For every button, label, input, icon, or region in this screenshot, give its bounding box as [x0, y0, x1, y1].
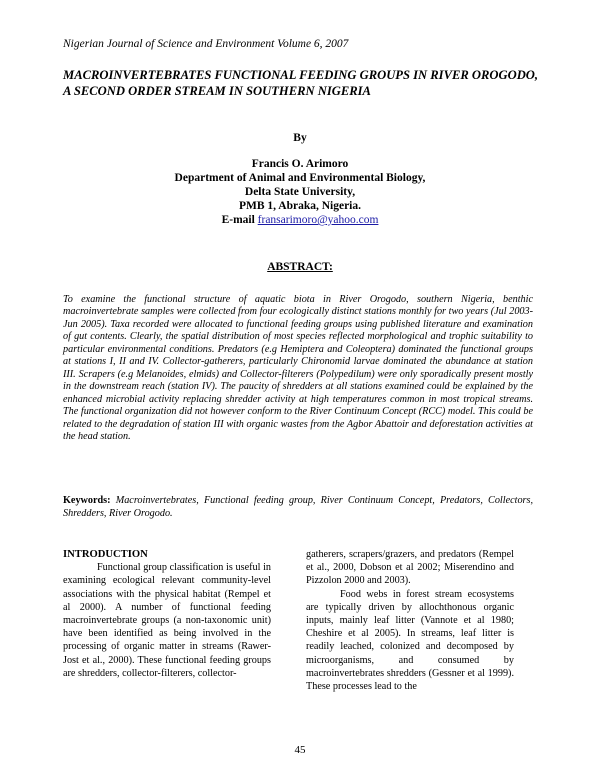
keywords — [63, 494, 533, 520]
university: Delta State University, — [244, 186, 356, 198]
paper-title: MACROINVERTEBRATES FUNCTIONAL FEEDING GROUPS IN RIVER OROGODO, A SECOND ORDER STREAM IN SOUTHERN NIGERIA — [63, 68, 539, 98]
keywords-label: Keywords: — [63, 495, 111, 506]
introduction-heading: INTRODUCTION — [63, 549, 148, 560]
intro-paragraph-1: Functional group classification is useful in examining ecological relevant community-level associations with the physical habitat (Rempel et al 2000). A number of functional feeding macroinvertebrate groups (a non-taxonomic unit) have been identified as being involved in the processing of organic matter in streams (Rawer-Jost et al., 2000). These functional feeding groups are shredders, collector-filterers, collector- — [63, 562, 271, 679]
address: PMB 1, Abraka, Nigeria. — [238, 200, 362, 212]
intro-paragraph-1-cont: gatherers, scrapers/grazers, and predators (Rempel et al., 2000, Dobson et al 2002; Miserendino and Pizzolon 2000 and 2003). — [306, 549, 514, 587]
author-name: Francis O. Arimoro — [251, 158, 349, 170]
by-label: By — [293, 132, 307, 144]
author-block — [0, 157, 600, 227]
intro-right-column — [306, 548, 514, 693]
department: Department of Animal and Environmental Biology, — [174, 172, 426, 184]
email-line — [0, 213, 600, 227]
intro-left-column — [63, 548, 271, 680]
abstract-heading: ABSTRACT: — [267, 261, 333, 273]
intro-paragraph-2: Food webs in forest stream ecosystems are typically driven by allochthonous organic inputs, mainly leaf litter (Vannote et al 1980; Cheshire et al 2005). In streams, leaf litter is readily leached, colonized and decomposed by microorganisms, and consumed by macroinvertebrates shredders (Gessner et al 1999). These processes lead to the — [306, 588, 514, 693]
journal-header: Nigerian Journal of Science and Environment Volume 6, 2007 — [63, 38, 349, 50]
keywords-text: Macroinvertebrates, Functional feeding group, River Continuum Concept, Predators, Collectors, Shredders, River Orogodo. — [63, 495, 534, 519]
email-label: E-mail — [221, 214, 255, 226]
email-link[interactable]: fransarimoro@yahoo.com — [257, 214, 379, 226]
page-number: 45 — [294, 744, 306, 756]
abstract-text: To examine the functional structure of aquatic biota in River Orogodo, southern Nigeria, benthic macroinvertebrate samples were collected from four ecologically distinct stations monthly for two years (Jul 2003-Jun 2005). Taxa recorded were allocated to functional feeding groups using published literature and examination of gut contents. Clearly, the spatial distribution of most species reflected morphological and trophic suitability to particular environmental conditions. Predators (e.g Hemiptera and Coleoptera) dominated the functional groups at stations I, II and IV. Collector-gatherers, particularly Chironomid larvae dominated the abundance at station III. Scrapers (e.g Melanoides, elmids) and Collector-filterers (Polypedilum) were only sporadically present mostly in the downstream reach (station IV). The paucity of shredders at all stations examined could be explained by the enhanced microbial activity replacing shredder activity at high temperatures common in most tropical streams. The functional organization did not however conform to the River Continuum Concept (RCC) model. This could be related to the degradation of station III with organic wastes from the Agbor Abattoir and deforestation activities at the head station. — [63, 294, 533, 442]
